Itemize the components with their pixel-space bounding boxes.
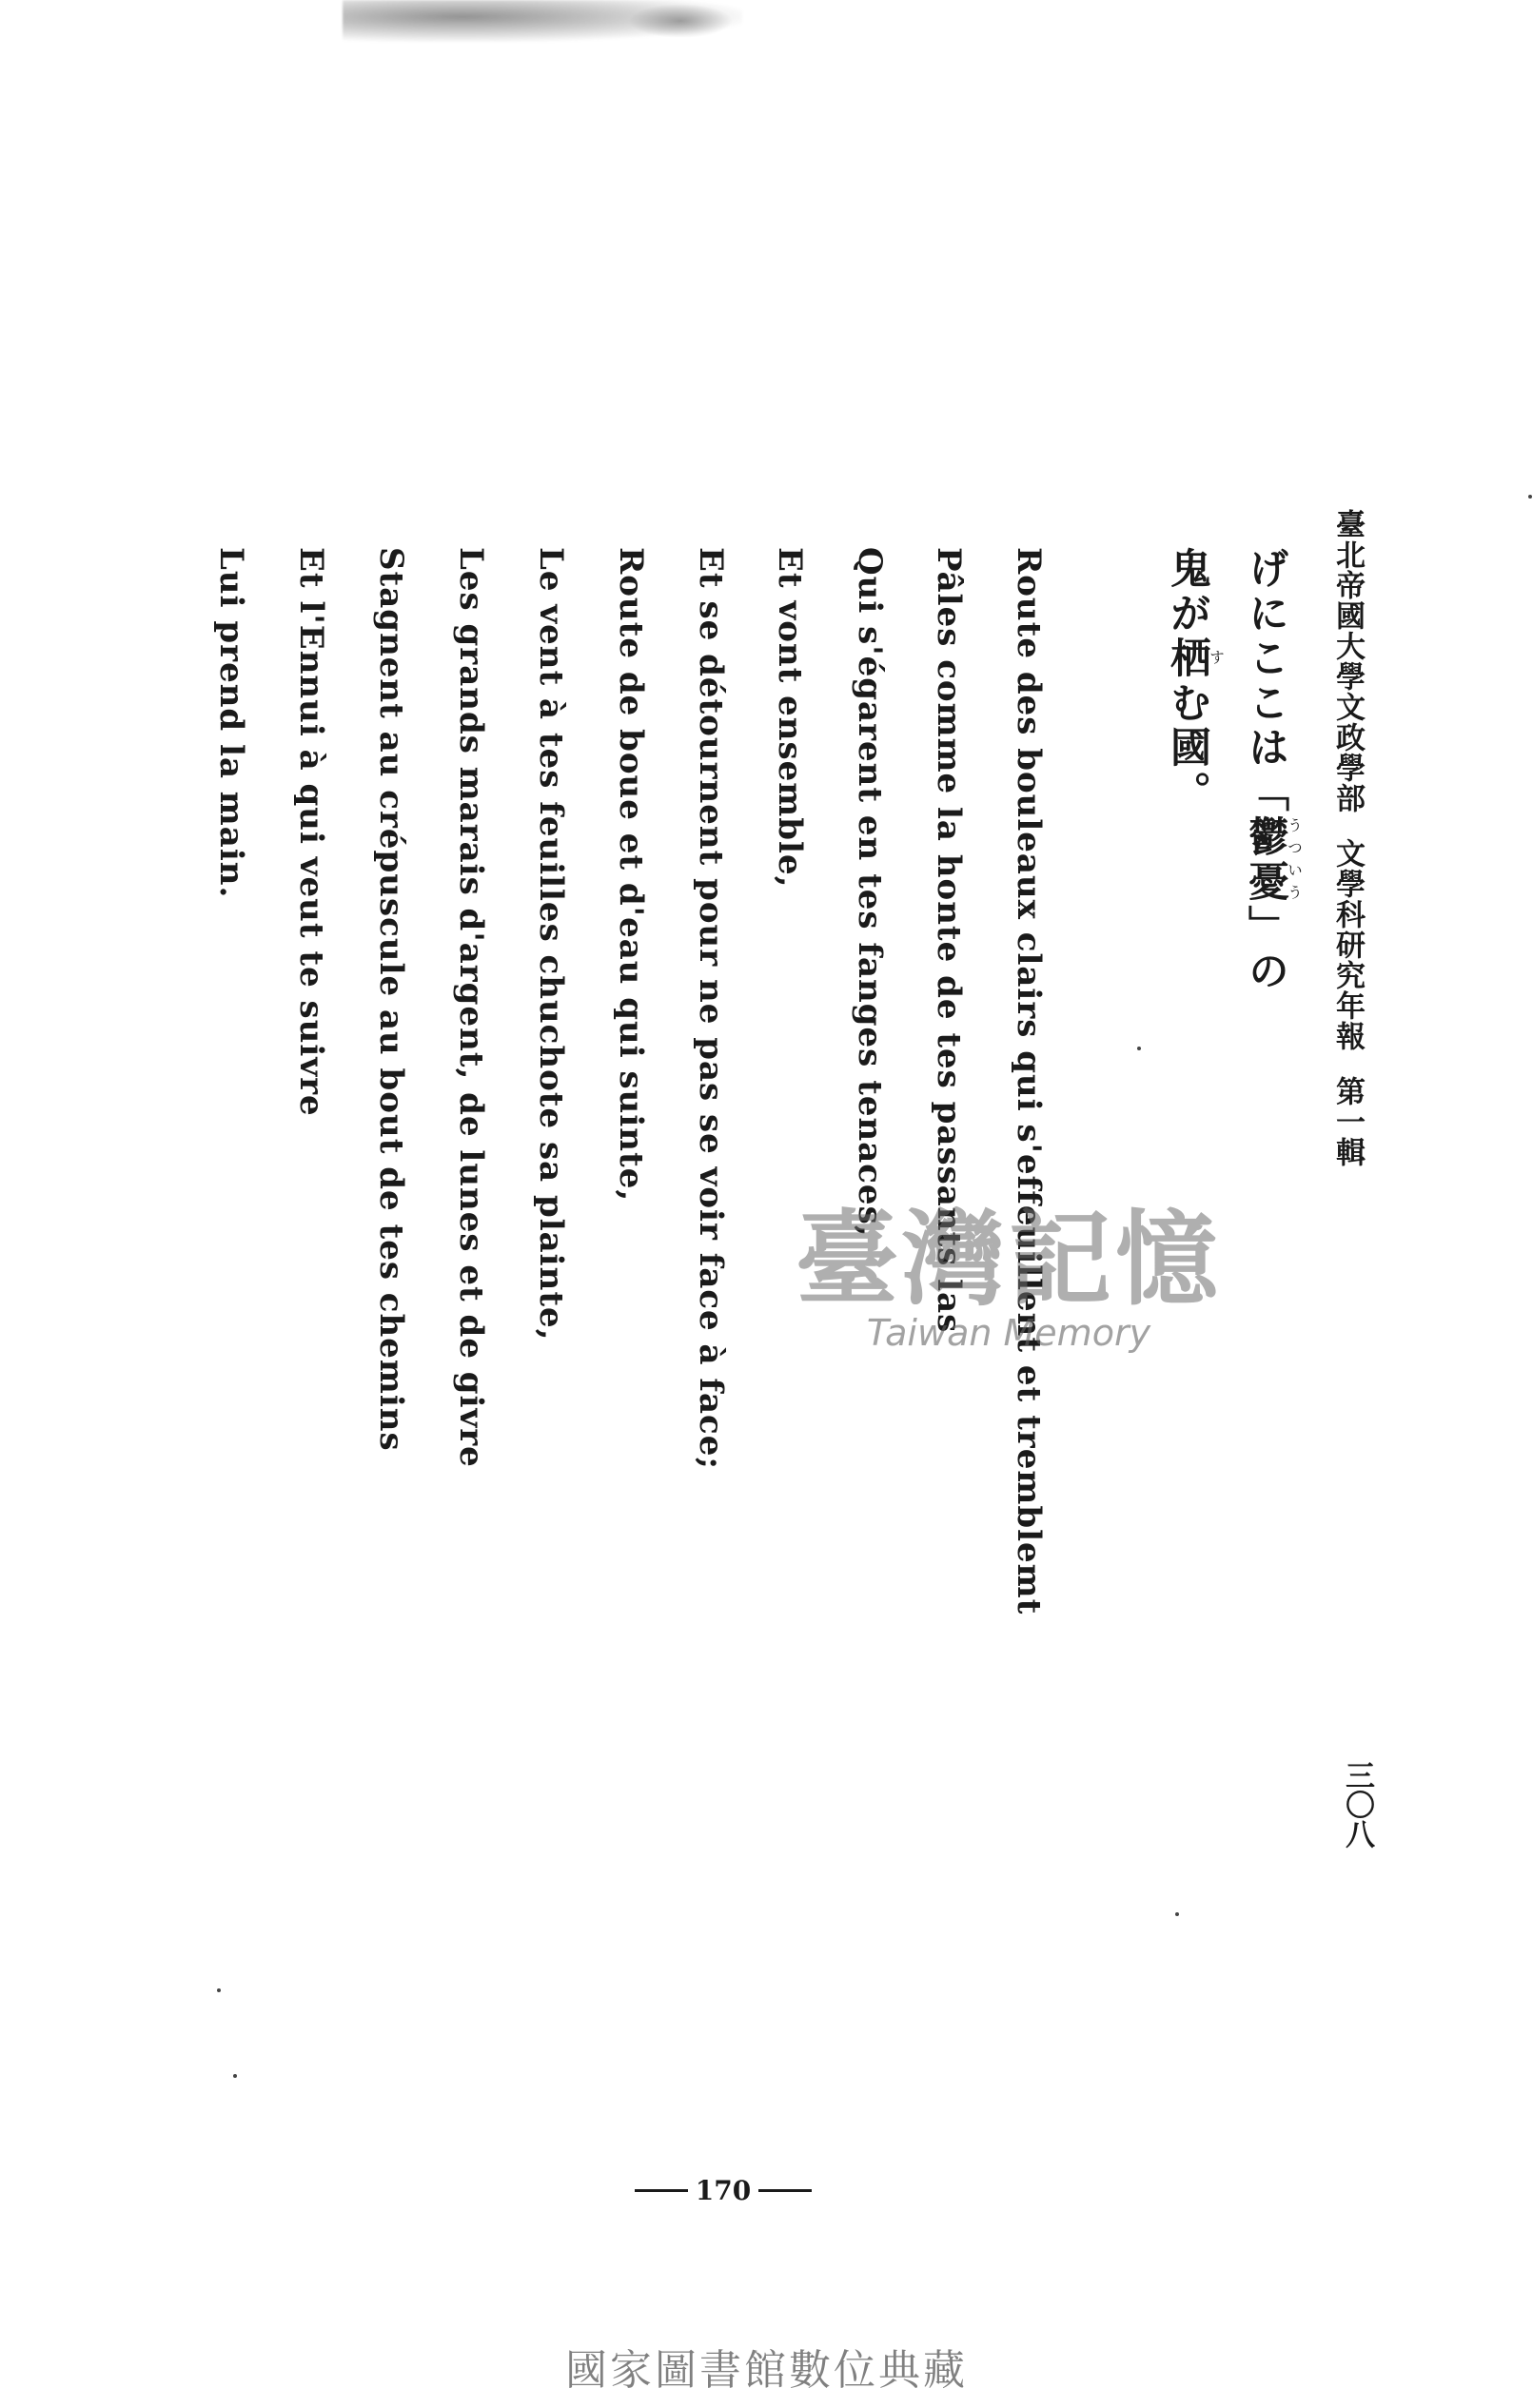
watermark-english: Taiwan Memory (866, 1312, 1151, 1354)
ruby-word: 鬱憂うついう (1242, 815, 1304, 905)
poem-line: Et l'Ennui à qui veut te suivre (292, 547, 330, 1117)
poem-line: Et vont ensemble, (771, 547, 809, 889)
running-header (1330, 509, 1365, 1167)
scan-speck (217, 1988, 221, 1992)
poem-line: Pâles comme la honte de tes passants las (930, 547, 968, 1334)
watermark-chinese: 臺灣記憶 (795, 1200, 1222, 1320)
folio-number: 170 (695, 2175, 752, 2206)
poem-line: Stagnent au crépuscule au bout de tes chemins (372, 547, 410, 1452)
taiwan-memory-watermark (761, 1200, 1256, 1375)
ruby-word: 栖す (1164, 636, 1226, 681)
volume-label: 第一輯 (1330, 1076, 1365, 1167)
page-folio (619, 2175, 828, 2206)
poem-line: Route de boue et d'eau qui suinte, (612, 547, 650, 1203)
poem-line: Et se détournent pour ne pas se voir face à face; (692, 547, 730, 1470)
series-name: 文學科研究年報 (1330, 838, 1365, 1051)
poem-line: Route des bouleaux clairs qui s'effeuillent et tremblemt (1010, 547, 1048, 1615)
scan-speck (1137, 1047, 1141, 1050)
japanese-line-1: げにここは「鬱憂うついう」の (1242, 547, 1304, 994)
poem-line: Lui prend la main. (212, 547, 250, 899)
folio-dash (758, 2189, 812, 2192)
library-footer: 國家圖書館數位典藏 (565, 2346, 968, 2395)
folio-dash (635, 2189, 688, 2192)
poem-line: Le vent à tes feuilles chuchote sa plainte, (532, 547, 570, 1341)
scan-speck (233, 2074, 237, 2078)
japanese-line-2: 鬼が栖すむ國。 (1164, 547, 1226, 815)
scan-speck (1175, 1912, 1179, 1916)
journal-name: 臺北帝國大學文政學部 (1330, 509, 1365, 813)
page-number-kanji: 三〇八 (1340, 1760, 1374, 1849)
scan-speck (1528, 495, 1532, 499)
poem-line: Les grands marais d'argent, de lunes et de givre (452, 547, 490, 1468)
scan-smudge (628, 4, 733, 38)
poem-line: Qui s'égarent en tes fanges tenaces, (851, 547, 889, 1238)
